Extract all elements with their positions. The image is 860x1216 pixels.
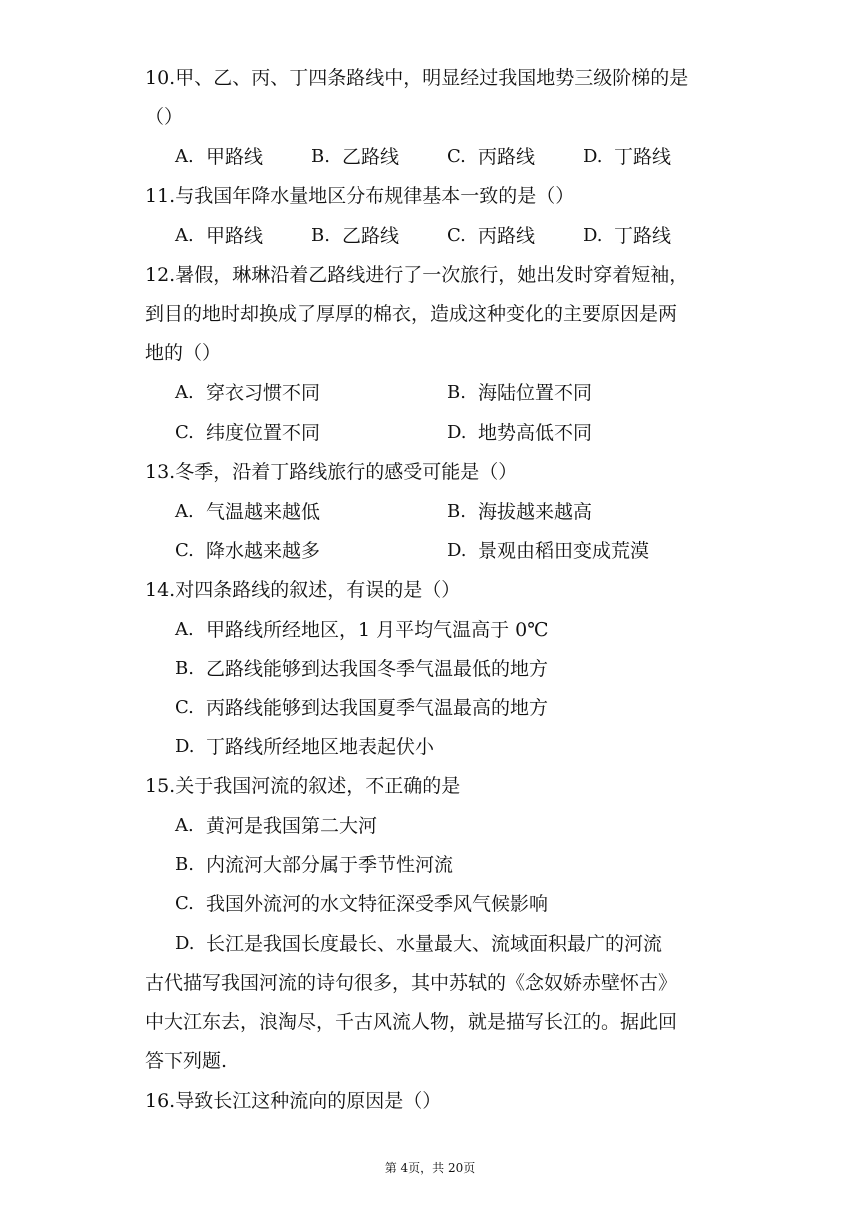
option-text: 甲路线 bbox=[206, 146, 264, 168]
option-text: 景观由稻田变成荒漠 bbox=[478, 540, 650, 562]
option-letter: A. bbox=[175, 815, 194, 836]
option-letter: D. bbox=[583, 146, 603, 167]
option-letter: D. bbox=[175, 933, 195, 954]
page-footer: 第 4页，共 20页 bbox=[384, 1161, 476, 1175]
option-letter: D. bbox=[447, 540, 467, 561]
option-letter: A. bbox=[175, 619, 194, 640]
passage-line: 中大江东去，浪淘尽，千古风流人物，就是描写长江的。据此回 bbox=[145, 1011, 678, 1033]
option-text: 乙路线 bbox=[342, 225, 400, 247]
question-12-stem: 12.暑假，琳琳沿着乙路线进行了一次旅行，她出发时穿着短袖， bbox=[145, 264, 689, 286]
option-text: 长江是我国长度最长、水量最大、流域面积最广的河流 bbox=[206, 933, 663, 955]
option-text: 丙路线 bbox=[478, 225, 536, 247]
option-letter: B. bbox=[311, 146, 330, 167]
option-letter: C. bbox=[175, 540, 194, 561]
option-text: 地势高低不同 bbox=[478, 422, 593, 444]
question-16-stem: 16.导致长江这种流向的原因是（） bbox=[145, 1090, 442, 1112]
option-text: 丙路线 bbox=[478, 146, 536, 168]
question-12-stem-cont: 到目的地时却换成了厚厚的棉衣，造成这种变化的主要原因是两 bbox=[145, 303, 678, 325]
option-text: 气温越来越低 bbox=[206, 501, 321, 523]
option-text: 乙路线能够到达我国冬季气温最低的地方 bbox=[206, 658, 549, 680]
option-text: 甲路线所经地区，1 月平均气温高于 0℃ bbox=[206, 619, 549, 641]
option-letter: C. bbox=[447, 225, 466, 246]
option-letter: B. bbox=[447, 382, 466, 403]
question-13-stem: 13.冬季，沿着丁路线旅行的感受可能是（） bbox=[145, 461, 518, 483]
option-letter: C. bbox=[175, 697, 194, 718]
option-letter: C. bbox=[175, 893, 194, 914]
option-text: 甲路线 bbox=[206, 225, 264, 247]
question-15-stem: 15.关于我国河流的叙述，不正确的是 bbox=[145, 775, 461, 797]
passage-line: 答下列题. bbox=[145, 1050, 228, 1072]
option-text: 纬度位置不同 bbox=[206, 422, 321, 444]
option-letter: D. bbox=[447, 422, 467, 443]
option-letter: A. bbox=[175, 225, 194, 246]
option-text: 黄河是我国第二大河 bbox=[206, 815, 378, 837]
option-letter: A. bbox=[175, 146, 194, 167]
option-letter: B. bbox=[175, 658, 194, 679]
option-letter: C. bbox=[447, 146, 466, 167]
option-text: 内流河大部分属于季节性河流 bbox=[206, 854, 454, 876]
option-text: 降水越来越多 bbox=[206, 540, 321, 562]
option-text: 海陆位置不同 bbox=[478, 382, 593, 404]
option-letter: C. bbox=[175, 422, 194, 443]
question-12-stem-cont: 地的（） bbox=[145, 342, 222, 364]
option-text: 乙路线 bbox=[342, 146, 400, 168]
option-letter: B. bbox=[311, 225, 330, 246]
question-10-stem-cont: （） bbox=[145, 106, 184, 128]
option-text: 穿衣习惯不同 bbox=[206, 382, 321, 404]
option-text: 丁路线 bbox=[614, 225, 672, 247]
question-10-stem: 10.甲、乙、丙、丁四条路线中，明显经过我国地势三级阶梯的是 bbox=[145, 67, 689, 89]
option-letter: A. bbox=[175, 382, 194, 403]
option-text: 丁路线所经地区地表起伏小 bbox=[206, 736, 435, 758]
passage-line: 古代描写我国河流的诗句很多，其中苏轼的《念奴娇赤壁怀古》 bbox=[145, 972, 678, 994]
option-text: 海拔越来越高 bbox=[478, 501, 593, 523]
option-letter: B. bbox=[175, 854, 194, 875]
option-letter: A. bbox=[175, 501, 194, 522]
option-letter: D. bbox=[583, 225, 603, 246]
option-text: 丁路线 bbox=[614, 146, 672, 168]
option-text: 我国外流河的水文特征深受季风气候影响 bbox=[206, 893, 549, 915]
option-text: 丙路线能够到达我国夏季气温最高的地方 bbox=[206, 697, 549, 719]
question-14-stem: 14.对四条路线的叙述，有误的是（） bbox=[145, 579, 461, 601]
question-11-stem: 11.与我国年降水量地区分布规律基本一致的是（） bbox=[145, 185, 575, 207]
option-letter: D. bbox=[175, 736, 195, 757]
option-letter: B. bbox=[447, 501, 466, 522]
